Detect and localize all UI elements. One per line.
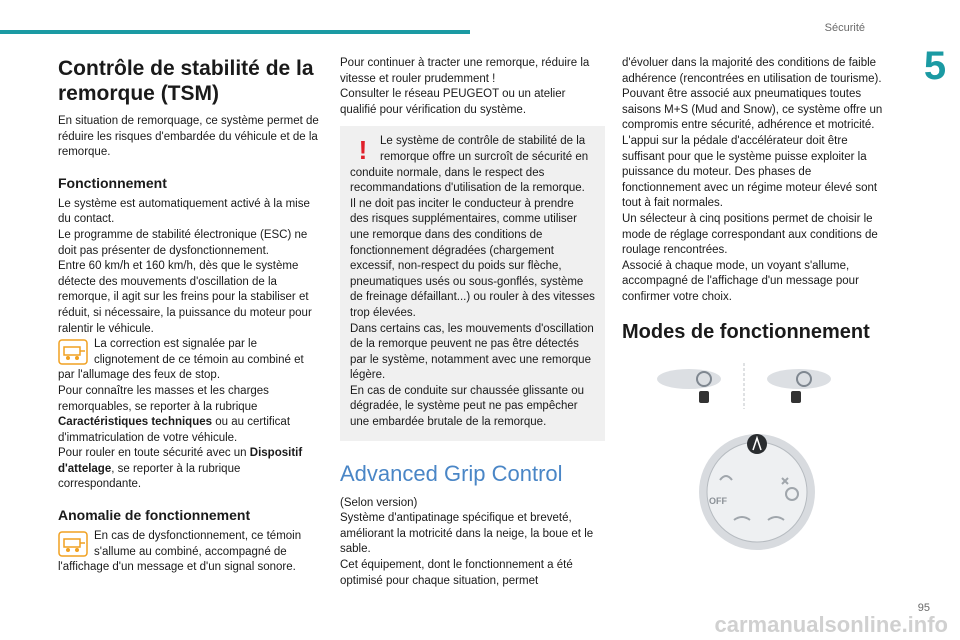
paragraph: Entre 60 km/h et 160 km/h, dès que le système détecte des mouvements d'oscillation de la remorque, il agit sur les freins pour la stabiliser et réduit, si nécessaire, la puissance du moteur pour ralentir le véhicule. (58, 260, 312, 335)
icon-paragraph (58, 529, 323, 576)
trailer-warning-icon (58, 339, 88, 365)
exclamation-icon: ! (358, 135, 368, 166)
warning-text: En cas de conduite sur chaussée glissante ou dégradée, le système peut ne pas empêcher une embardée brutale de la remorque. (350, 384, 584, 429)
paragraph: Le programme de stabilité électronique (ESC) ne doit pas présenter de dysfonctionnement. (58, 228, 308, 257)
warning-box (340, 126, 605, 440)
knob-off-label: OFF (709, 495, 727, 506)
icon-paragraph (58, 337, 323, 384)
page-number: 95 (917, 602, 930, 614)
tsm-title: Contrôle de stabilité de la remorque (TSM) (58, 57, 314, 105)
paragraph: En cas de dysfonctionnement, ce témoin s'allume au combiné, accompagné de l'affichage d'un message et d'un signal sonore. (58, 530, 302, 574)
paragraph: Cet équipement, dont le fonctionnement a été optimisé pour chaque situation, permet (340, 559, 573, 587)
link-attelage: Dispositif d'attelage (58, 447, 303, 475)
paragraph: Associé à chaque mode, un voyant s'allume, accompagné de l'affichage d'un message pour confirmer votre choix. (622, 259, 859, 303)
fonctionnement-heading: Fonctionnement (58, 174, 167, 191)
column-3 (622, 56, 884, 552)
column-1 (58, 56, 323, 576)
warning-text: Il ne doit pas inciter le conducteur à prendre des risques supplémentaires, comme utiliser une remorque dans des conditions de fonctionnement dégradées (chargement excessif, non-respect du poids sur flèche, pneumatiques usés ou sous-gonflés, système de freinage défaillant...) ou rouler à des vitesses trop élevées. (350, 197, 595, 319)
link-caracteristiques: Caractéristiques techniques (58, 416, 213, 429)
agc-heading: Advanced Grip Control (340, 460, 563, 486)
section-name: Sécurité (824, 22, 865, 34)
paragraph: d'évoluer dans la majorité des conditions de faible adhérence (rencontrées en utilisation de tourisme). (622, 57, 882, 85)
paragraph: (Selon version) (340, 496, 418, 509)
warning-text: Dans certains cas, les mouvements d'oscillation de la remorque peuvent ne pas être détectés par le système, notamment avec une remorque légère. (350, 322, 594, 382)
watermark: carmanualsonline.info (714, 612, 948, 637)
trailer-warning-icon (58, 531, 88, 557)
grip-control-knob-figure (682, 432, 832, 552)
chapter-number: 5 (923, 44, 947, 88)
paragraph: L'appui sur la pédale d'accélérateur doit être suffisant pour que le système puisse exploiter la puissance du moteur. Des phases de fonctionnement avec un régime moteur élevé sont tout à fait normales. (622, 134, 878, 210)
warning-text: Le système de contrôle de stabilité de la remorque offre un surcroît de sécurité en conduite normale, dans le respect des recommandations d'utilisation de la remorque. (350, 135, 589, 195)
paragraph: La correction est signalée par le clignotement de ce témoin au combiné et par l'allumage des feux de stop. (58, 338, 304, 382)
paragraph: Le système est automatiquement activé à la mise du contact. (58, 197, 310, 226)
paragraph: Pouvant être associé aux pneumatiques toutes saisons M+S (Mud and Snow), ce système offre un compromis entre sécurité, adhérence et motricité. (622, 88, 883, 132)
paragraph: Un sélecteur à cinq positions permet de choisir le mode de réglage correspondant aux conditions de roulage rencontrées. (622, 212, 878, 257)
modes-heading: Modes de fonctionnement (622, 320, 870, 343)
paragraph: Pour continuer à tracter une remorque, réduire la vitesse et rouler prudemment ! (340, 57, 590, 85)
steering-wheels-figure (644, 363, 844, 413)
selector-knob-icon (682, 432, 832, 552)
paragraph: Système d'antipatinage spécifique et breveté, améliorant la motricité dans la neige, la boue et le sable. (340, 512, 594, 556)
paragraph: Pour rouler en toute sécurité avec un Dispositif d'attelage, se reporter à la rubrique correspondante. (58, 447, 303, 491)
paragraph: Consulter le réseau PEUGEOT ou un atelier qualifié pour vérification du système. (340, 88, 566, 116)
column-2 (340, 56, 605, 589)
tsm-intro: En situation de remorquage, ce système permet de réduire les risques d'embardée du véhicule et de la remorque. (58, 115, 319, 159)
anomalie-heading: Anomalie de fonctionnement (58, 507, 251, 524)
top-accent-bar (0, 30, 470, 34)
paragraph: Pour connaître les masses et les charges remorquables, se reporter à la rubrique Caractéristiques techniques ou au certificat d'immatriculation de votre véhicule. (58, 384, 291, 444)
